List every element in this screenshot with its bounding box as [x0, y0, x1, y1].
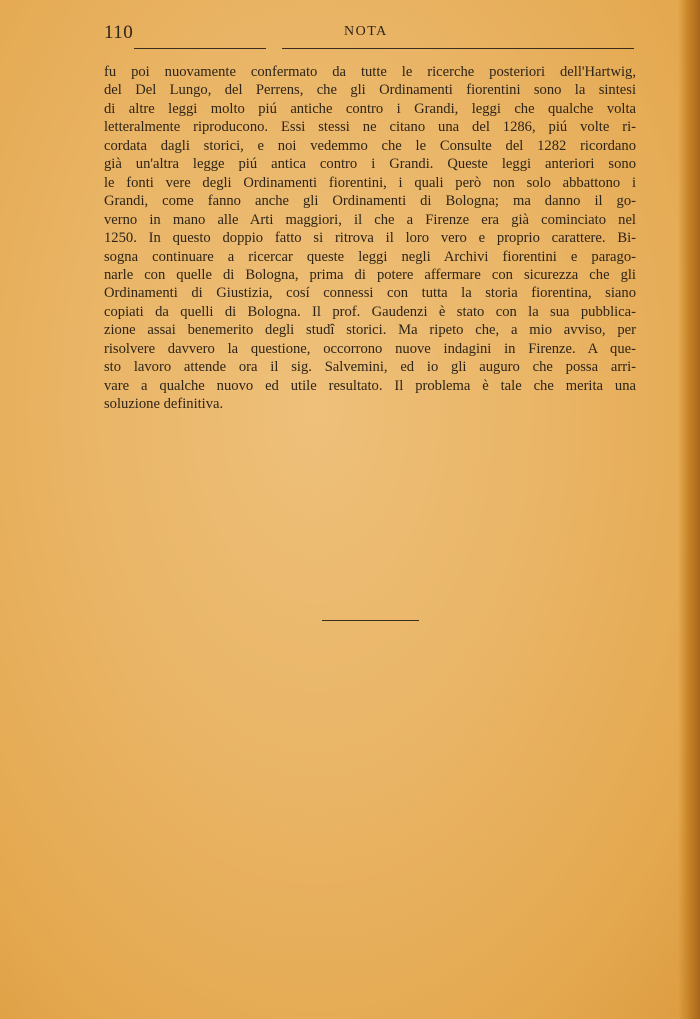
text-line: soluzione definitiva.	[104, 396, 224, 413]
text-line: già un'altra legge piú antica contro i Grandi. Queste leggi anteriori sono	[104, 156, 636, 173]
text-line: copiati da quelli di Bologna. Il prof. Gaudenzi è stato con la sua pubblica-	[104, 303, 636, 320]
header-rule-right	[282, 48, 634, 49]
text-line: Ordinamenti di Giustizia, cosí connessi con tutta la storia fiorentina, siano	[104, 285, 636, 302]
text-line: 1250. In questo doppio fatto si ritrova il loro vero e proprio carattere. Bi-	[104, 230, 636, 247]
page-header	[104, 20, 634, 50]
text-line: sto lavoro attende ora il sig. Salvemini, ed io gli auguro che possa arri-	[104, 359, 636, 376]
text-line: narle con quelle di Bologna, prima di potere affermare con sicurezza che gli	[104, 266, 636, 283]
text-line: risolvere davvero la questione, occorrono nuove indagini in Firenze. A que-	[104, 340, 636, 357]
text-line: verno in mano alle Arti maggiori, il che a Firenze era già cominciato nel	[104, 211, 636, 228]
text-line: di altre leggi molto piú antiche contro i Grandi, leggi che qualche volta	[104, 100, 636, 117]
page-edge-shadow	[678, 0, 700, 1019]
text-line: cordata dagli storici, e noi vedemmo che le Consulte del 1282 ricordano	[104, 137, 636, 154]
header-rule-left	[134, 48, 266, 49]
text-line: vare a qualche nuovo ed utile resultato. Il problema è tale che merita una	[104, 377, 636, 394]
section-end-rule	[322, 620, 419, 621]
running-title: NOTA	[344, 24, 388, 39]
text-line: Grandi, come fanno anche gli Ordinamenti di Bologna; ma danno il go-	[104, 193, 636, 210]
text-line: del Del Lungo, del Perrens, che gli Ordinamenti fiorentini sono la sintesi	[104, 82, 636, 99]
body-paragraph	[104, 63, 636, 414]
text-line: le fonti vere degli Ordinamenti fiorentini, i quali però non solo abbattono i	[104, 174, 636, 191]
text-line: letteralmente riproducono. Essi stessi ne citano una del 1286, piú volte ri-	[104, 119, 636, 136]
page-number: 110	[104, 22, 134, 43]
text-line: sogna continuare a ricercar queste leggi negli Archivi fiorentini e parago-	[104, 248, 636, 265]
text-line: fu poi nuovamente confermato da tutte le ricerche posteriori dell'Hartwig,	[104, 64, 636, 80]
text-line: zione assai benemerito degli studî storici. Ma ripeto che, a mio avviso, per	[104, 322, 636, 339]
